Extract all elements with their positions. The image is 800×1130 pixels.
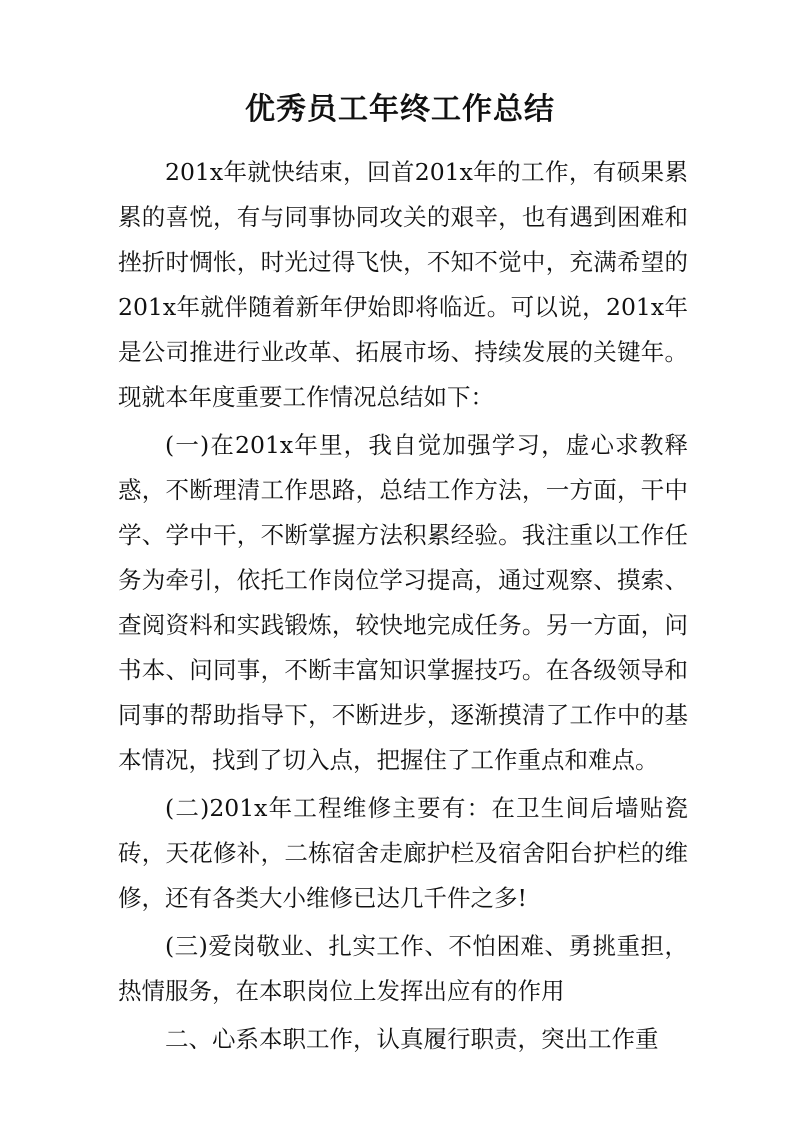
paragraph-part-2: 二、心系本职工作，认真履行职责，突出工作重 — [165, 1025, 659, 1053]
paragraph-intro: 201x年就快结束，回首201x年的工作，有硕果累累的喜悦，有与同事协同攻关的艰辛，也有遇到困难和挫折时惆怅，时光过得飞快，不知不觉中，充满希望的201x年就伴随着新年伊始即将临近。可以说，201x年是公司推进行业改革、拓展市场、持续发展的关键年。现就本年度重要工作情况总结如下： — [118, 158, 688, 411]
paragraph-section-3: (三)爱岗敬业、扎实工作、不怕困难、勇挑重担，热情服务，在本职岗位上发挥出应有的作用 — [118, 932, 688, 1005]
document-body — [118, 150, 688, 1065]
paragraph-section-2: (二)201x年工程维修主要有：在卫生间后墙贴瓷砖，天花修补，二栋宿舍走廊护栏及宿舍阳台护栏的维修，还有各类大小维修已达几千件之多! — [118, 794, 688, 912]
paragraph-section-1: (一)在201x年里，我自觉加强学习，虚心求教释惑，不断理清工作思路，总结工作方法，一方面，干中学、学中干，不断掌握方法积累经验。我注重以工作任务为牵引，依托工作岗位学习提高，通过观察、摸索、查阅资料和实践锻炼，较快地完成任务。另一方面，问书本、问同事，不断丰富知识掌握技巧。在各级领导和同事的帮助指导下，不断进步，逐渐摸清了工作中的基本情况，找到了切入点，把握住了工作重点和难点。 — [118, 431, 688, 774]
document-title: 优秀员工年终工作总结 — [245, 92, 555, 127]
